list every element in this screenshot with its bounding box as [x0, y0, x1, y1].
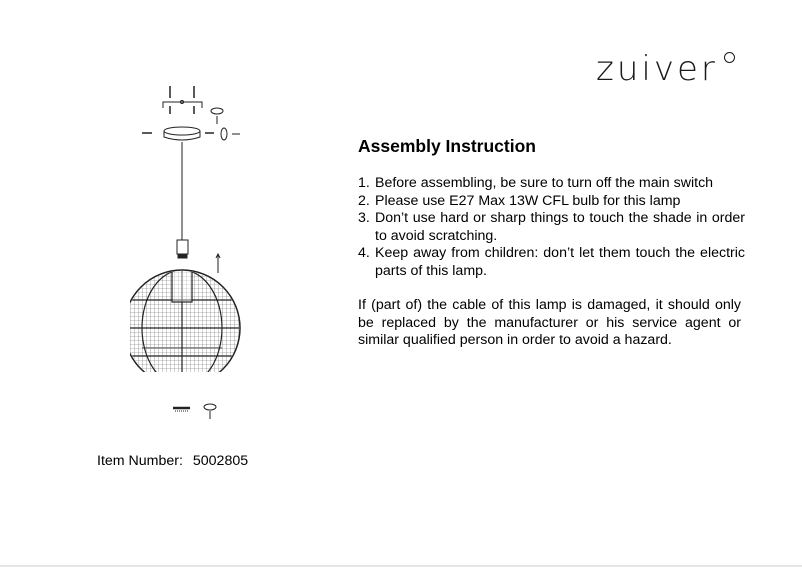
logo-text: zuiver [596, 49, 718, 89]
safety-warning: If (part of) the cable of this lamp is damaged, it should only be replaced by the manufacturer or his service agent or similar qualified person in order to avoid a hazard. [358, 297, 741, 348]
instruction-text: Before assembling, be sure to turn off the main switch [375, 175, 714, 191]
instruction-number: 3. [358, 210, 370, 226]
item-number-value: 5002805 [192, 453, 249, 469]
item-number-label: Item Number: [97, 453, 183, 469]
instruction-number: 4. [358, 245, 370, 261]
lamp-assembly-drawing [130, 80, 270, 425]
instruction-item [358, 175, 745, 193]
instruction-number: 1. [358, 175, 370, 191]
instruction-text: Keep away from children: don’t let them touch the electric parts of this lamp. [375, 245, 745, 279]
instruction-text: Please use E27 Max 13W CFL bulb for this lamp [375, 192, 681, 209]
instruction-number: 2. [358, 192, 370, 209]
instruction-item [358, 210, 745, 245]
instructions-list [358, 175, 745, 280]
item-number [97, 453, 254, 469]
instruction-item [358, 193, 745, 211]
instruction-text: Don’t use hard or sharp things to touch the shade in order to avoid scratching. [375, 210, 745, 244]
instructions-title: Assembly Instruction [358, 136, 536, 156]
logo-circle-icon [724, 52, 735, 63]
instruction-item [358, 245, 745, 280]
